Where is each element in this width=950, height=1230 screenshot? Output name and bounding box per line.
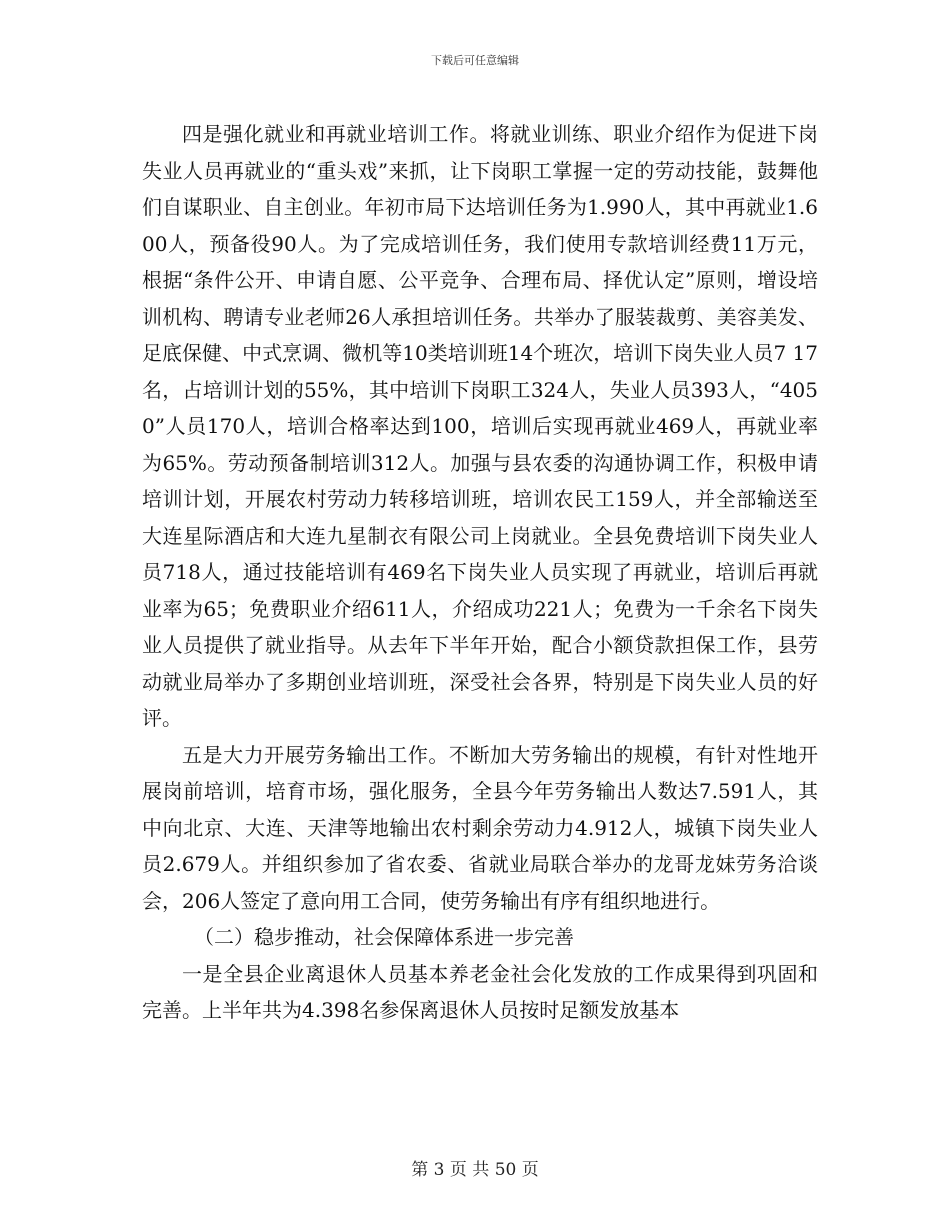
page-footer: 第 3 页 共 50 页	[411, 1160, 539, 1180]
document-body	[142, 116, 818, 1029]
page-header: 下载后可任意编辑	[431, 54, 519, 67]
section-heading-social-security: （二）稳步推动，社会保障体系进一步完善	[194, 925, 574, 949]
paragraph-labor-export: 五是大力开展劳务输出工作。不断加大劳务输出的规模，有针对性地开展岗前培训，培育市场，强化服务，全县今年劳务输出人数达7.591人，其中向北京、大连、天津等地输出农村剩余劳动力4.912人，城镇下岗失业人员2.679人。并组织参加了省农委、省就业局联合举办的龙哥龙妹劳务洽谈会，206人签定了意向用工合同，使劳务输出有序有组织地进行。	[142, 742, 818, 913]
paragraph-pension-distribution: 一是全县企业离退休人员基本养老金社会化发放的工作成果得到巩固和完善。上半年共为4.398名参保离退休人员按时足额发放基本	[142, 961, 818, 1022]
paragraph-employment-training: 四是强化就业和再就业培训工作。将就业训练、职业介绍作为促进下岗失业人员再就业的“重头戏”来抓，让下岗职工掌握一定的劳动技能，鼓舞他们自谋职业、自主创业。年初市局下达培训任务为1.990人，其中再就业1.600人，预备役90人。为了完成培训任务，我们使用专款培训经费11万元，根据“条件公开、申请自愿、公平竞争、合理布局、择优认定”原则，增设培训机构、聘请专业老师26人承担培训任务。共举办了服装裁剪、美容美发、足底保健、中式烹调、微机等10类培训班14个班次，培训下岗失业人员7 17名，占培训计划的55%，其中培训下岗职工324人，失业人员393人，“4050”人员170人，培训合格率达到100，培训后实现再就业469人，再就业率为65%。劳动预备制培训312人。加强与县农委的沟通协调工作，积极申请培训计划，开展农村劳动力转移培训班，培训农民工159人，并全部输送至大连星际酒店和大连九星制衣有限公司上岗就业。全县免费培训下岗失业人员718人，通过技能培训有469名下岗失业人员实现了再就业，培训后再就业率为65；免费职业介绍611人，介绍成功221人；免费为一千余名下岗失业人员提供了就业指导。从去年下半年开始，配合小额贷款担保工作，县劳动就业局举办了多期创业培训班，深受社会各界，特别是下岗失业人员的好评。	[142, 122, 818, 730]
